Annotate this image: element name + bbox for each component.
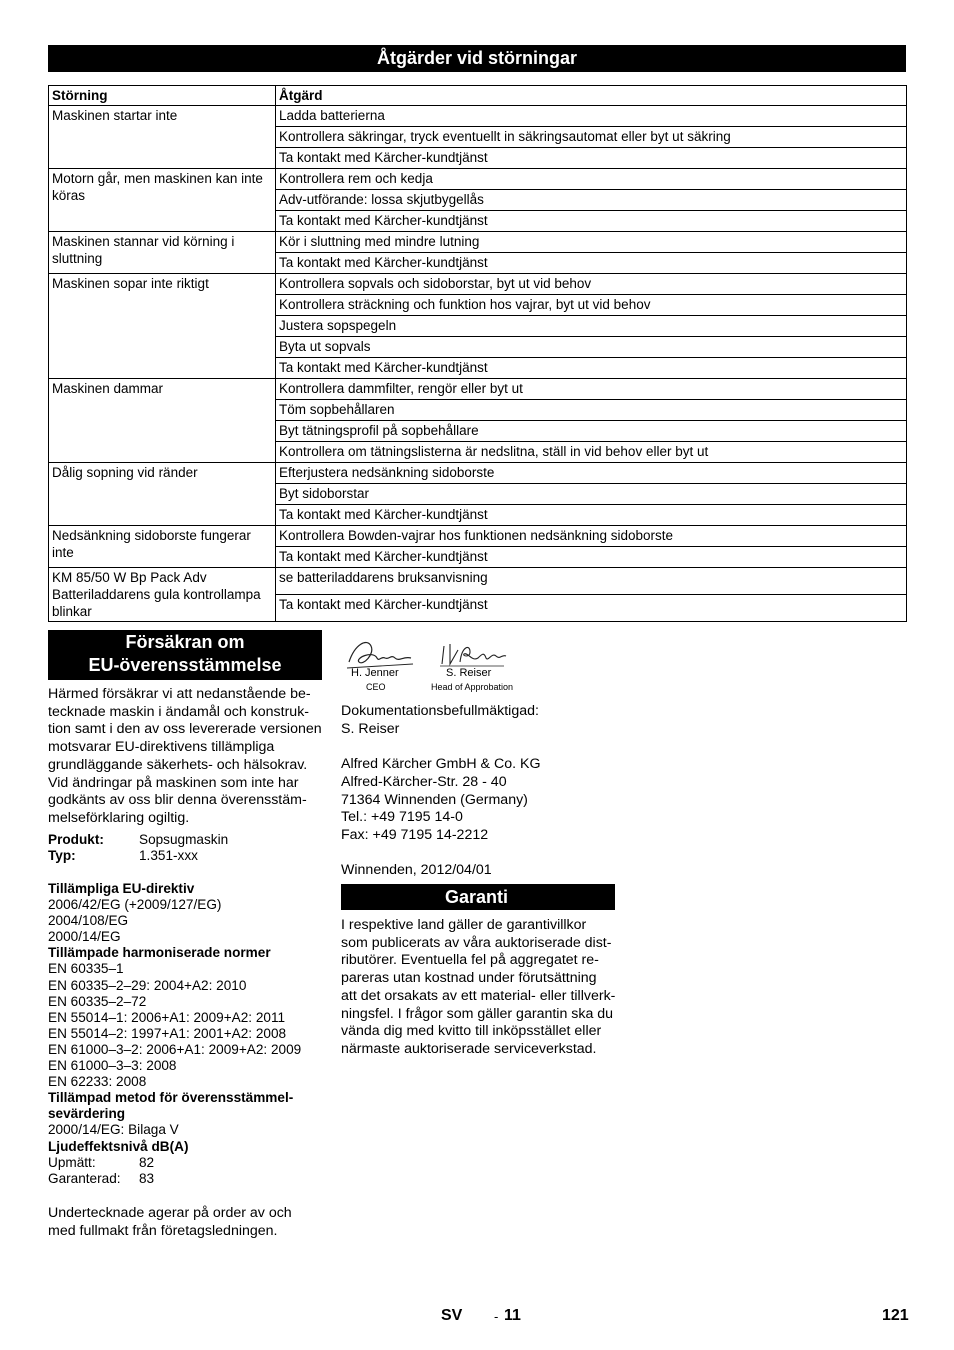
product-value: Sopsugmaskin [139,832,229,847]
warranty-line: vända dig med kvitto till inköpsstället eller [341,1023,602,1040]
remedy-cell: Adv-utförande: lossa skjutbygellås [276,190,907,211]
remedy-cell: Byt tätningsprofil på sopbehållare [276,421,907,442]
intro-line: motsvarar EU-direktivens tillämpliga [48,739,275,756]
company-name: Alfred Kärcher GmbH & Co. KG [341,756,541,773]
remedy-cell: Ta kontakt med Kärcher-kundtjänst [276,253,907,274]
company-street: Alfred-Kärcher-Str. 28 - 40 [341,773,507,790]
remedy-cell: se batteriladdarens bruksanvisning [276,568,907,595]
standards-heading: Tillämpade harmoniserade normer [48,945,271,961]
standard-item: EN 60335–2–29: 2004+A2: 2010 [48,977,247,993]
signature-name-jenner: H. Jenner [351,667,399,679]
table-row [49,274,907,295]
warranty-line: närmaste auktoriserade serviceverkstad. [341,1040,597,1057]
column-header-fault: Störning [49,86,276,106]
intro-line: tion samt i den av oss levererade versionen [48,721,322,738]
company-city: 71364 Winnenden (Germany) [341,791,528,808]
sound-heading: Ljudeffektsnivå dB(A) [48,1138,189,1154]
table-row [49,169,907,190]
directive-item: 2004/108/EG [48,913,129,929]
intro-line: tecknade maskin i ändamål och konstruk- [48,703,310,720]
table-row [49,568,907,595]
footer-page-number: 121 [882,1307,909,1324]
section-heading-declaration [48,630,322,680]
declaration-title-line2: EU-överensstämmelse [88,655,282,675]
intro-line: grundläggande säkerhets- och hälsokrav. [48,756,308,773]
intro-line: melseförklaring ogiltig. [48,809,190,826]
fault-cell: KM 85/50 W Bp Pack Adv Batteriladdarens gula kontrollampa blinkar [49,568,276,622]
fault-cell: Maskinen sopar inte riktigt [49,274,276,379]
remedy-cell: Ta kontakt med Kärcher-kundtjänst [276,595,907,622]
warranty-text [341,917,631,1059]
remedy-cell: Ta kontakt med Kärcher-kundtjänst [276,505,907,526]
remedy-cell: Kontrollera rem och kedja [276,169,907,190]
type-label: Typ: [48,848,76,864]
measured-label: Upmätt: [48,1154,96,1170]
table-row [49,463,907,484]
closing-line: Undertecknade agerar på order av och [48,1205,292,1221]
warranty-line: ributörer. Eventuella fel på aggregatet re- [341,952,599,969]
remedy-cell: Justera sopspegeln [276,316,907,337]
signature-reiser-image [438,640,508,670]
standard-item: EN 55014–1: 2006+A1: 2009+A2: 2011 [48,1009,286,1025]
method-heading-line1: Tillämpad metod för överensstämmel- [48,1090,294,1106]
remedy-cell: Kontrollera sträckning och funktion hos vajrar, byt ut vid behov [276,295,907,316]
remedy-cell: Ta kontakt med Kärcher-kundtjänst [276,547,907,568]
type-row [48,848,328,864]
fault-cell: Maskinen stannar vid körning i sluttning [49,232,276,274]
warranty-line: pareras utan kostnad under förutsättning [341,970,597,987]
fault-cell: Motorn går, men maskinen kan inte köras [49,169,276,232]
closing-line: med fullmakt från företagsledningen. [48,1222,278,1239]
table-row [49,379,907,400]
standard-item: EN 60335–2–72 [48,993,147,1009]
fault-cell: Maskinen dammar [49,379,276,463]
place-date: Winnenden, 2012/04/01 [341,862,492,879]
intro-line: Vid ändringar på maskinen som inte har [48,774,299,791]
warranty-line: ningsfel. I frågor som gäller garantin ska du [341,1005,614,1022]
remedy-cell: Ta kontakt med Kärcher-kundtjänst [276,211,907,232]
measured-value: 82 [139,1154,155,1170]
company-tel: Tel.: +49 7195 14-0 [341,809,463,826]
guaranteed-label: Garanterad: [48,1170,121,1186]
product-label: Produkt: [48,832,104,847]
warranty-line: att det orsakats av ett material- eller tillverk- [341,987,616,1004]
table-row [49,106,907,127]
troubleshooting-table [48,85,907,622]
remedy-cell: Efterjustera nedsänkning sidoborste [276,463,907,484]
warranty-line: som publicerats av våra auktoriserade dist- [341,934,612,951]
remedy-cell: Kontrollera säkringar, tryck eventuellt in säkringsautomat eller byt ut säkring [276,127,907,148]
remedy-cell: Ta kontakt med Kärcher-kundtjänst [276,358,907,379]
remedy-cell: Töm sopbehållaren [276,400,907,421]
remedy-cell: Ladda batterierna [276,106,907,127]
standard-item: EN 61000–3–3: 2008 [48,1058,177,1074]
doc-name: S. Reiser [341,720,400,737]
signature-name-reiser: S. Reiser [446,667,492,679]
remedy-cell: Ta kontakt med Kärcher-kundtjänst [276,148,907,169]
remedy-cell: Kontrollera sopvals och sidoborstar, byt ut vid behov [276,274,907,295]
contact-block [341,703,631,880]
signature-title-jenner: CEO [366,682,386,692]
declaration-title-line1: Försäkran om [125,632,245,652]
section-heading-warranty: Garanti [341,884,615,910]
remedy-cell: Kontrollera Bowden-vajrar hos funktionen nedsänkning sidoborste [276,526,907,547]
fault-cell: Dålig sopning vid ränder [49,463,276,526]
fault-cell: Nedsänkning sidoborste fungerar inte [49,526,276,568]
table-row [49,526,907,547]
section-heading-troubleshooting: Åtgärder vid störningar [48,45,906,72]
table-row [49,232,907,253]
standard-item: EN 62233: 2008 [48,1074,147,1090]
remedy-cell: Kör i sluttning med mindre lutning [276,232,907,253]
directives-block [48,881,333,1187]
declaration-intro [48,686,328,828]
footer-dash: - [494,1309,499,1324]
measured-row [48,1155,333,1171]
type-value: 1.351-xxx [139,848,198,864]
directive-item: 2000/14/EG [48,929,121,945]
product-row [48,832,328,848]
product-info [48,832,328,864]
warranty-line: I respektive land gäller de garantivillkor [341,917,587,933]
intro-line: Härmed försäkrar vi att nedanstående be- [48,686,311,702]
intro-line: godkänts av oss blir denna överensstäm- [48,792,307,809]
standard-item: EN 55014–2: 1997+A1: 2001+A2: 2008 [48,1025,287,1041]
troubleshooting-table-body [49,106,907,622]
remedy-cell: Kontrollera dammfilter, rengör eller byt ut [276,379,907,400]
table-header-row [49,86,907,106]
method-heading-line2: sevärdering [48,1106,126,1122]
fault-cell: Maskinen startar inte [49,106,276,169]
footer-section-page: 11 [504,1307,521,1324]
standard-item: EN 61000–3–2: 2006+A1: 2009+A2: 2009 [48,1041,302,1057]
remedy-cell: Kontrollera om tätningslisterna är nedslitna, ställ in vid behov eller byt ut [276,442,907,463]
signature-title-reiser: Head of Approbation [431,682,514,692]
directives-heading: Tillämpliga EU-direktiv [48,881,195,896]
guaranteed-value: 83 [139,1170,155,1186]
footer-language: SV [441,1307,463,1324]
doc-label: Dokumentationsbefullmäktigad: [341,703,539,719]
remedy-cell: Byta ut sopvals [276,337,907,358]
company-fax: Fax: +49 7195 14-2212 [341,826,489,843]
guaranteed-row [48,1171,333,1187]
column-header-remedy: Åtgärd [276,86,907,106]
standard-item: EN 60335–1 [48,961,124,977]
directive-item: 2006/42/EG (+2009/127/EG) [48,897,222,913]
remedy-cell: Byt sidoborstar [276,484,907,505]
method-value: 2000/14/EG: Bilaga V [48,1122,179,1138]
declaration-closing [48,1205,328,1240]
